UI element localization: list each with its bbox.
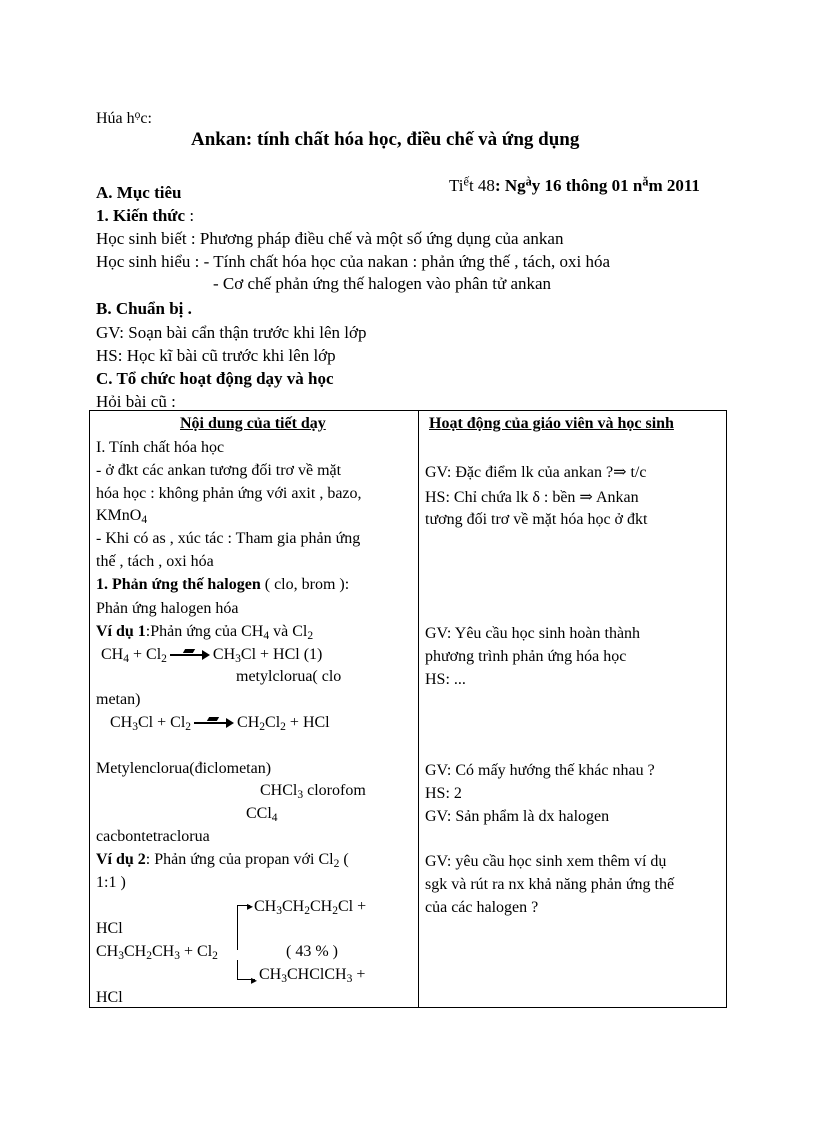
branch-product-1: $CH_3CH_2CH_2Cl$ + [254,898,367,918]
formula-chcl3: CHCl$_3$ clorofom [260,782,366,802]
left-text: thế , tách , oxi hóa [96,553,214,570]
page-title: Ankan: tính chất hóa học, điều chế và ứng dụng [191,129,580,150]
product-name: cacbontetraclorua [96,828,210,845]
subject-label: Húa $h^ọc$: [96,108,152,127]
knowledge-heading: 1. Kiến thức : [96,206,195,225]
prepare-hs: HS: Học kĩ bài cũ trước khi lên lớp [96,346,336,365]
product-name: metan) [96,691,141,708]
implies-icon: ⇒ [613,464,627,481]
equation-1: $CH_4 + Cl_2$ $CH_3Cl$ + HCl (1) [101,646,323,666]
section-b-heading: B. Chuẩn bị . [96,299,192,318]
table-column-divider [418,410,419,1008]
right-column-header: Hoạt động của giáo viên và học sinh [429,415,674,432]
right-text: GV: Đặc điểm lk của ankan ?⇒ t/c [425,464,647,481]
example-1: Ví dụ 1:Phản ứng của $CH_4$ và $Cl_2$ [96,623,314,643]
prepare-gv: GV: Soạn bài cẩn thận trước khi lên lớp [96,323,367,342]
right-text: GV: Yêu cầu học sinh hoàn thành [425,625,641,642]
reaction-arrow [170,650,210,660]
lesson-date: $Ti^ết$ 48: $Ng^ày$ 16 thông 01 $n^ăm$ 2011 [449,174,700,195]
equation-2: $CH_3Cl + Cl_2$ $CH_2Cl_2$ + HCl [110,714,330,734]
product-name: Metylenclorua(điclometan) [96,760,272,777]
section-1-title: I. Tính chất hóa học [96,439,225,456]
formula-ccl4: CCl$_4$ [246,805,278,825]
product-name: metylclorua( clo [236,668,342,685]
left-text: Phản ứng halogen hóa [96,600,239,617]
right-text: tương đối trơ về mặt hóa học ở đkt [425,511,648,528]
left-text: hóa học : không phản ứng với axit , bazo, [96,485,362,502]
right-text: HS: 2 [425,785,462,802]
right-text: GV: Sản phẩm là dx halogen [425,808,610,825]
left-text: - Khi có as , xúc tác : Tham gia phản ứng [96,530,361,547]
right-text: HS: ... [425,671,466,688]
formula-kmno4: KMnO$_4$ [96,507,148,527]
reaction-arrow [194,718,234,728]
example-2-ratio: 1:1 ) [96,874,126,891]
arrow-head-icon: ▸ [251,973,258,987]
objective-hieu: Học sinh hiểu : - Tính chất hóa học của nakan : phản ứng thế , tách, oxi hóa [96,252,611,271]
branch-product-1-hcl: HCl [96,920,123,937]
branch-product-2: $CH_3CHClCH_3$ + [259,966,366,986]
objective-biet: Học sinh biết : Phương pháp điều chế và một số ứng dụng của ankan [96,229,564,248]
left-column-header: Nội dung của tiết dạy [180,415,326,432]
branch-product-2-hcl: HCl [96,989,123,1006]
right-text: của các halogen ? [425,899,539,916]
section-c-heading: C. Tổ chức hoạt động dạy và học [96,369,334,388]
right-text: phương trình phản ứng hóa học [425,648,627,665]
right-text: sgk và rút ra nx khả năng phản ứng thế [425,876,675,893]
section-a-heading: A. Mục tiêu [96,183,182,202]
implies-icon: ⇒ [579,489,593,506]
propane-equation: $CH_3CH_2CH_3 + Cl_2$ [96,943,218,963]
branch-line-upper [237,905,238,950]
reaction-heading: 1. Phản ứng thế halogen ( clo, brom ): [96,576,350,593]
right-text: HS: Chỉ chứa lk δ : bền ⇒ Ankan [425,489,639,506]
left-text: - ở đkt các ankan tương đối trơ về mặt [96,462,342,479]
branch-line-lower [237,960,238,980]
yield-percent: ( 43 % ) [286,943,338,960]
objective-hieu-2: - Cơ chế phản ứng thế halogen vào phân tử ankan [213,274,552,293]
example-2: Ví dụ 2: Phản ứng của propan với $Cl_2$ ( [96,851,349,871]
arrow-head-icon: ▸ [247,899,254,913]
hoi-bai-cu: Hỏi bài cũ : [96,392,176,411]
right-text: GV: yêu cầu học sinh xem thêm ví dụ [425,853,667,870]
right-text: GV: Có mấy hướng thế khác nhau ? [425,762,655,779]
